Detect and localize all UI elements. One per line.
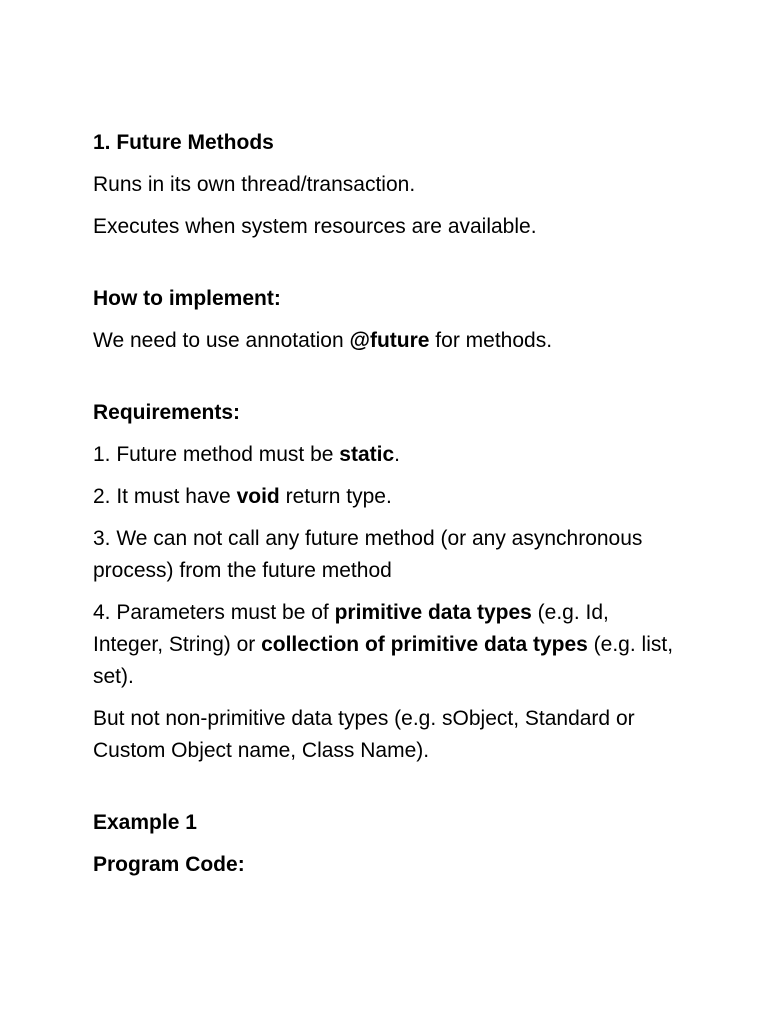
requirement-1: 1. Future method must be static. <box>93 443 400 466</box>
how-title: How to implement: <box>93 287 281 310</box>
intro-line-2: Executes when system resources are available. <box>93 215 537 238</box>
document-page <box>93 127 683 891</box>
annotation-name: @future <box>349 329 430 352</box>
example-title: Example 1 <box>93 811 197 834</box>
program-code-title: Program Code: <box>93 853 245 876</box>
intro-line-1: Runs in its own thread/transaction. <box>93 173 416 196</box>
how-text: We need to use annotation @future for methods. <box>93 329 553 352</box>
requirement-2: 2. It must have void return type. <box>93 485 392 508</box>
requirements-title: Requirements: <box>93 401 241 424</box>
requirement-4: 4. Parameters must be of primitive data types (e.g. Id, Integer, String) or collection of primitive data types (e.g. list, set). <box>93 601 674 688</box>
section-heading: 1. Future Methods <box>93 131 274 154</box>
requirement-note: But not non-primitive data types (e.g. sObject, Standard or Custom Object name, Class Name). <box>93 707 635 762</box>
requirement-3: 3. We can not call any future method (or any asynchronous process) from the future method <box>93 527 643 582</box>
